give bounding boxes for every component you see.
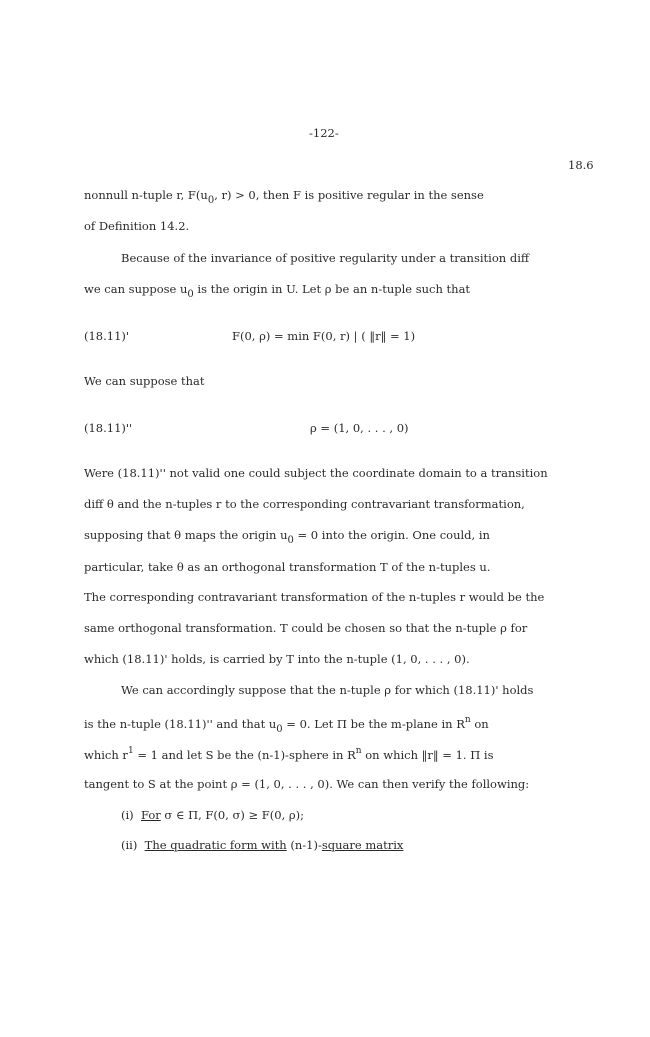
- text: For: [140, 808, 161, 822]
- equation-label-2: (18.11)'': [84, 421, 133, 435]
- text: nonnull n-tuple r, F(u: [84, 188, 208, 202]
- subscript: 0: [276, 724, 283, 735]
- text: = 1 and let S be the (n-1)-sphere in R: [133, 748, 356, 762]
- text: is the n-tuple (18.11)'' and that u: [84, 717, 277, 731]
- text: The quadratic form with: [144, 838, 287, 852]
- paragraph-4-line-3: [84, 746, 494, 762]
- paragraph-3-line-1: Were (18.11)'' not valid one could subject the coordinate domain to a transition: [84, 466, 548, 480]
- text: on: [470, 717, 489, 731]
- superscript: n: [464, 715, 471, 725]
- text: on which ‖r‖ = 1. Π is: [361, 748, 494, 762]
- paragraph-2-line-1: Because of the invariance of positive regularity under a transition diff: [121, 251, 530, 265]
- text: square matrix: [321, 838, 404, 852]
- suppose-line: We can suppose that: [84, 374, 205, 388]
- paragraph-4-line-1: We can accordingly suppose that the n-tuple ρ for which (18.11)' holds: [121, 683, 534, 697]
- item-number: (ii): [121, 838, 138, 852]
- paragraph-2-line-2: [84, 282, 470, 300]
- text: = 0 into the origin. One could, in: [293, 528, 490, 542]
- paragraph-3-line-2: diff θ and the n-tuples r to the corresponding contravariant transformation,: [84, 497, 525, 511]
- text: , r) > 0, then F is positive regular in the sense: [214, 188, 484, 202]
- paragraph-3-line-3: [84, 528, 490, 546]
- text: = 0. Let Π be the m-plane in R: [282, 717, 465, 731]
- subscript: 0: [207, 195, 215, 206]
- text: we can suppose u: [84, 282, 188, 296]
- superscript: n: [355, 746, 362, 756]
- paragraph-1-line-2: of Definition 14.2.: [84, 219, 190, 233]
- section-number: 18.6: [568, 158, 594, 172]
- paragraph-4-line-2: [84, 715, 489, 735]
- paragraph-3-line-6: same orthogonal transformation. T could be chosen so that the n-tuple ρ for: [84, 621, 528, 635]
- paragraph-4-line-4: tangent to S at the point ρ = (1, 0, . . . , 0). We can then verify the following:: [84, 777, 530, 791]
- paragraph-3-line-7: which (18.11)' holds, is carried by T into the n-tuple (1, 0, . . . , 0).: [84, 652, 470, 666]
- text: (n-1)-: [286, 838, 322, 852]
- text: supposing that θ maps the origin u: [84, 528, 288, 542]
- superscript: 1: [127, 746, 134, 756]
- item-2: [121, 838, 403, 852]
- text: σ ∈ Π, F(0, σ) ≥ F(0, ρ);: [160, 808, 305, 822]
- item-1: [121, 808, 304, 822]
- equation-body-1: F(0, ρ) = min F(0, r) | ( ‖r‖ = 1): [232, 329, 416, 343]
- item-number: (i): [121, 808, 134, 822]
- text: which r: [84, 748, 128, 762]
- paragraph-1-line-1: [84, 188, 484, 206]
- subscript: 0: [187, 289, 194, 300]
- text: is the origin in U. Let ρ be an n-tuple such that: [193, 282, 471, 296]
- equation-label-1: (18.11)': [84, 329, 130, 343]
- page-number: -122-: [309, 126, 339, 140]
- paragraph-3-line-4: particular, take θ as an orthogonal transformation T of the n-tuples u.: [84, 560, 491, 574]
- equation-body-2: ρ = (1, 0, . . . , 0): [310, 421, 409, 435]
- paragraph-3-line-5: The corresponding contravariant transformation of the n-tuples r would be the: [84, 590, 545, 604]
- subscript: 0: [287, 535, 294, 546]
